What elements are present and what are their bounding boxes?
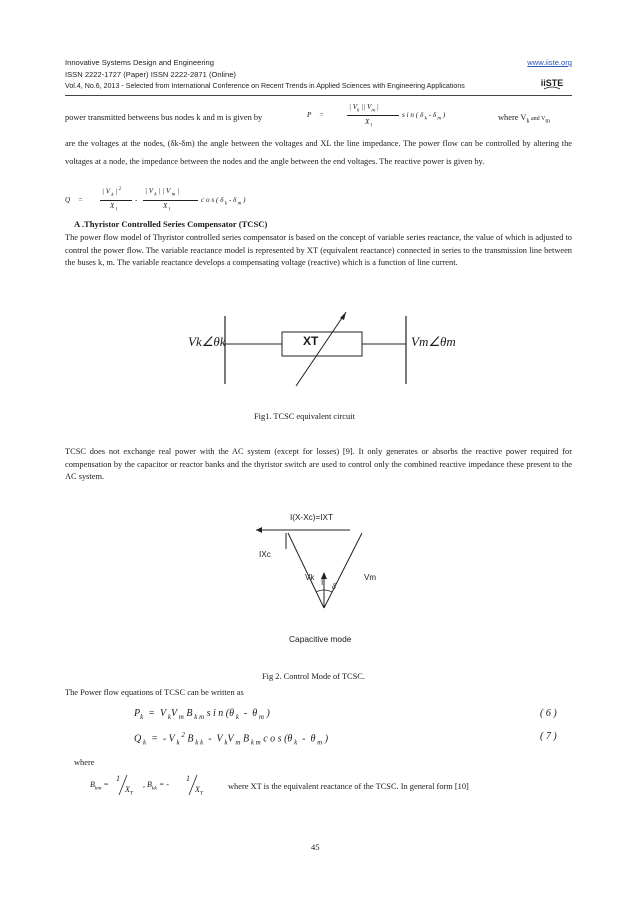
tcsc-equivalent-circuit-diagram: [170, 310, 470, 390]
equation-6: $P_k = V$ $_k$V $_m$ B $_{k m}$ s i n (θ $_k$ - θ $_m$ ): [134, 708, 270, 721]
vm-theta-label: Vm∠θm: [411, 334, 456, 349]
page-number: 45: [311, 842, 320, 852]
header-rule: [65, 95, 572, 96]
where-label: where: [74, 758, 95, 767]
capacitive-mode-label: Capacitive mode: [289, 634, 352, 644]
susceptance-definitions: $B_{km}$ = 1 $X_T$ , $B_{kk}$ = - 1 $X_T$: [90, 774, 204, 797]
capacitive-mode-phasor-diagram: [240, 520, 400, 620]
voltage-note: where $V_k$ and $V_m$: [498, 113, 551, 125]
ixt-arrowhead: [256, 527, 262, 533]
vk-theta-label: Vk∠θk: [188, 334, 226, 349]
paragraph-tcsc-reactive: TCSC does not exchange real power with the AC system (except for losses) [9]. It only generates or absorbs the reactive power required for compensation by the capacitor or reactor banks and the thyristor switch are used to control only the combined reactive impedance these present to the AC system.: [65, 447, 572, 481]
power-flow-intro: The Power flow equations of TCSC can be written as: [65, 688, 244, 697]
journal-name: Innovative Systems Design and Engineering: [65, 58, 215, 67]
power-transmitted-text: power transmitted betweens bus nodes k and m is given by: [65, 113, 263, 122]
vm-label: Vm: [364, 573, 376, 582]
journal-website-link[interactable]: www.iiste.org: [527, 58, 572, 67]
equivalent-reactance-text: where XT is the equivalent reactance of the TCSC. In general form [10]: [228, 782, 469, 791]
ixt-label: I(X-Xc)=IXT: [290, 513, 333, 522]
paragraph-tcsc-model: The power flow model of Thyristor controlled series compensator is based on the concept of variable series reactance, the value of which is adjusted to control the power flow. The variable reactance model is represented by XT (equivalent reactance) connected in series to the transmission line between the buses k, m. The variable reactance develops a compensating voltage (reactive) which is a function of line current.: [65, 233, 572, 267]
ixc-label: IXc: [259, 550, 271, 559]
vk-label: Vk: [305, 573, 315, 582]
xt-label: XT: [303, 334, 319, 348]
equation-7: Q $_k$ = - V $_k$ $^2$ B $_{k k}$ - V $_k$V $_m$ B $_{k m}$ c o s (θ $_k$ - θ $_m$ ): [134, 731, 329, 747]
delta-label: δ: [332, 582, 336, 591]
vk-phasor: [288, 533, 324, 608]
fig1-caption: Fig1. TCSC equivalent circuit: [254, 412, 355, 421]
current-label: I: [321, 578, 324, 587]
equation-7-number: ( 7 ): [540, 731, 557, 742]
issn-line: ISSN 2222-1727 (Paper) ISSN 2222-2871 (Online): [65, 70, 236, 79]
paragraph-voltages: are the voltages at the nodes, (δk-δm) the angle between the voltages and XL the line impedance. The power flow can be controlled by altering the voltages at a node, the impedance between the nodes and the angle between the end voltages. The reactive power is given by.: [65, 139, 572, 166]
section-heading-tcsc: A .Thyristor Controlled Series Compensator (TCSC): [74, 219, 268, 229]
reactive-power-equation: Q = | V $_k$ | $^2$ X $_l$ - | V $_k$ | | V $_m$ | X $_l$ c o s ( δ $_k$ - δ $_m$ ): [65, 187, 246, 213]
equation-6-number: ( 6 ): [540, 708, 557, 719]
fig2-caption: Fig 2. Control Mode of TCSC.: [262, 672, 365, 681]
svg-text:iiSTE: iiSTE: [540, 78, 564, 88]
reactance-box: [282, 332, 362, 356]
volume-line: Vol.4, No.6, 2013 - Selected from International Conference on Recent Trends in Applied Sciences with Engineering Applications: [65, 82, 465, 90]
vm-phasor: [324, 533, 362, 608]
iiste-logo: [540, 74, 564, 90]
power-equation: P = | $V_k$ || $V_m$ | X $_l$ s i n ( δ $_k$ - δ $_m$ ): [307, 103, 446, 129]
